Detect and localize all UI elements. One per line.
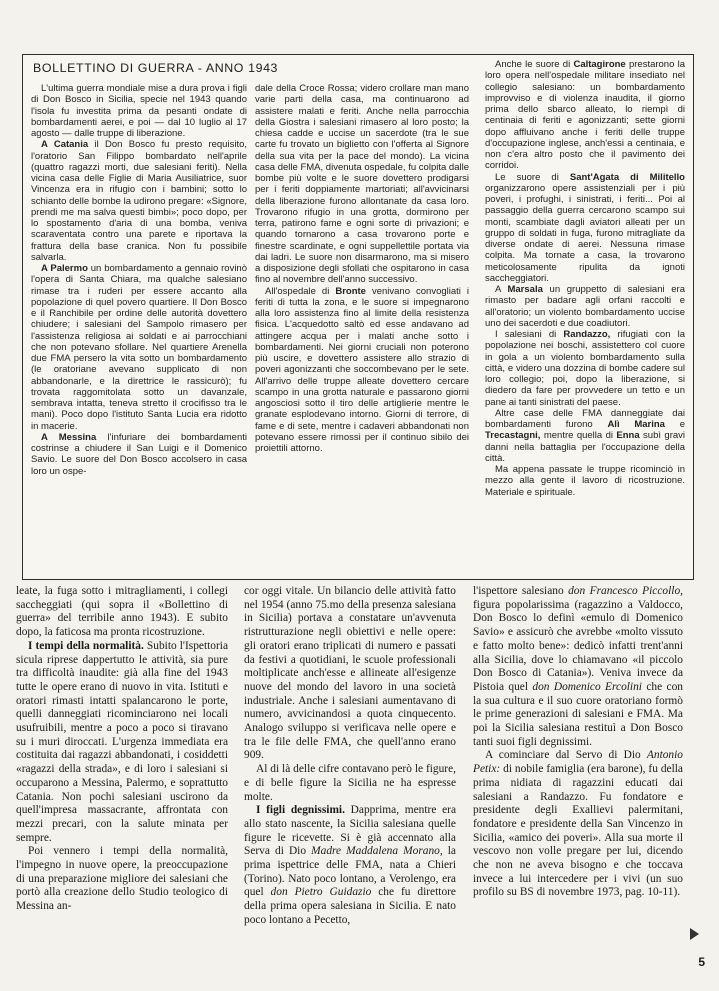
body-column-3 — [473, 585, 683, 900]
body-paragraph: I tempi della normalità. Subito l'Ispettoria sicula riprese dappertutto le attività, sia pure tra difficoltà inaudite: già alla fine del 1943 tutte le opere erano di nuovo in vita. Istituti e oratori rimasti intatti spalancarono le porte, quelli danneggiati ricominciarono nei locali usufruibili, mentre a poco a poco si tiravano su i muri diroccati. L'urgenza immediata era costituita dai ragazzi abbandonati, i cosiddetti «ragazzi della strada», e di loro i salesiani si occuparono a Messina, Palermo, e soprattutto Catania. Non pochi salesiani uscirono da quell'impresa massacrante, affrontata con mezzi precari, con la salute minata per sempre. — [16, 639, 228, 844]
body-paragraph: cor oggi vitale. Un bilancio delle attività fatto nel 1954 (anno 75.mo della presenza salesiana in Sicilia) portava a constatare un'avvenuta ristrutturazione negli obiettivi e nelle opere: gli oratori erano triplicati di numero e passati da festivi a quotidiani, le scuole professionali moltiplicate anch'esse e allineate all'esigenze nuove del mondo del lavoro in una società industriale. Anche i salesiani aumentavano di numero, avvicinandosi a quota cinquecento. Analogo sviluppo si verificava nelle opere e tra le file delle FMA, che quell'anno erano 909. — [244, 585, 456, 762]
box-paragraph: Le suore di Sant'Agata di Militello organizzarono opere assistenziali per i più poveri, i profughi, i sinistrati, i feriti... Poi al passaggio della guerra cercarono scampo sui monti, scambiate dagli aviatori alleati per un gruppo di soldati in fuga, furono mitragliate da diverse ondate di aerei. Nessuna rimase colpita. Ma tornate a casa, la trovarono meticolosamente ripulita da ignoti saccheggiatori. — [485, 171, 685, 284]
box-column-2 — [255, 83, 469, 454]
box-title: BOLLETTINO DI GUERRA - ANNO 1943 — [33, 61, 279, 75]
box-paragraph: A Messina l'infuriare dei bombardamenti costrinse a chiudere il San Luigi e il Domenico Savio. Le suore del Don Bosco accolsero in casa loro un ospe- — [31, 431, 247, 477]
box-paragraph: Altre case delle FMA danneggiate dai bombardamenti furono Alì Marina e Trecastagni, mentre quella di Enna subì gravi danni nella battaglia per l'occupazione della città. — [485, 407, 686, 464]
body-column-1 — [16, 585, 228, 914]
section-heading: I figli degnissimi. — [256, 804, 345, 817]
section-heading: I tempi della normalità. — [28, 639, 144, 652]
war-bulletin-box — [22, 54, 694, 580]
box-paragraph: Anche le suore di Caltagirone prestarono la loro opera nell'ospedale militare insediato nel collegio salesiano: un bombardamento improvviso e di violenza inaudita, il giorno prima dello sbarco alleato, lo riempì di centinaia di feriti e agonizzanti; sette giorni dopo affluivano anche i feriti delle truppe d'occupazione inglese, anch'essi a centinaia, e non c'era altro posto che il pavimento dei corridoi. — [485, 59, 686, 172]
box-paragraph: A Palermo un bombardamento a gennaio rovinò l'opera di Santa Chiara, ma qualche salesiano rimase tra i ruderi per essere accanto alla popolazione di quel povero quartiere. Il Don Bosco e il Ranchibile per ordine delle autorità dovettero chiudere; i salesiani del Sampolo rimasero per l'assistenza religiosa ai soldati e ai parrocchiani che non potevano sfollare. Nel quartiere Arenella due FMA persero la vita sotto un bombardamento (le oratoriane avevano supplicato di non abbandonarle, e la direttrice le rassicurò); fu trovata raggomitolata sotto un davanzale, sembrava intatta, teneva stretto il crocifisso tra le mani). Poco dopo l'istituto Santa Lucia era ridotto in macerie. — [31, 263, 248, 432]
continue-arrow-icon — [690, 928, 699, 940]
box-column-3 — [485, 59, 685, 498]
box-paragraph: A Marsala un gruppetto di salesiani era rimasto per badare agli orfani raccolti e all'oratorio; un violento bombardamento uccise uno dei sacerdoti e due coadiutori. — [485, 284, 686, 329]
body-paragraph: A cominciare dal Servo di Dio Antonio Petix: di nobile famiglia (era barone), fu della prima nidiata di ragazzini educati dai salesiani a Randazzo. Fu fondatore e presidente degli Exallievi palermitani, fondatore e presidente della San Vincenzo in Sicilia, «amico dei poveri». Alla sua morte il vescovo non volle pregare per lui, dicendo che non ne aveva bisogno e che toccava invece a lui intercedere per i vivi (un suo profilo su BS di novembre 1973, pag. 10-11). — [473, 749, 683, 899]
body-paragraph: I figli degnissimi. Dapprima, mentre era allo stato nascente, la Sicilia salesiana quelle figure le ricevette. Si è già accennato alla Serva di Dio Madre Maddalena Morano, la prima ispettrice delle FMA, nata a Chieri (Torino). Nato poco lontano, a Verolengo, era quel don Pietro Guidazio che fu direttore della prima opera salesiana in Sicilia. E nato poco lontano a Pecetto, — [244, 804, 456, 926]
body-paragraph: l'ispettore salesiano don Francesco Piccollo, figura popolarissima (ragazzino a Valdocco, Don Bosco lo definì «emulo di Domenico Savio» e assicurò che avrebbe «molto vissuto e fatto molto bene»: dedicò infatti trent'anni alla Sicilia, dove lo chiamavano «il piccolo Don Bosco di Catania»). Veniva invece da Pistoia quel don Domenico Ercolini che con la sua cultura e il suo cuore oratoriano formò le prime generazioni di salesiani e FMA. Ma poi la Sicilia salesiana restituì a Don Bosco tanti suoi figli degnissimi. — [473, 585, 683, 748]
box-paragraph: I salesiani di Randazzo, rifugiati con la popolazione nei boschi, assistettero col cuore in gola a un violento bombardamento sulla città, e videro una dozzina di bombe cadere sul loro collegio; poi, dopo la liberazione, si diedero da fare per provvedere un tetto e un pane ai tanti sinistrati del paese. — [485, 329, 685, 408]
box-paragraph: dale della Croce Rossa; videro crollare man mano varie parti della casa, ma continuarono ad assistere malati e feriti. Anche nella parrocchia della Giostra i salesiani rimasero al loro posto; la chiesa cadde e uccise un sacerdote (tra le sue carte fu trovato un biglietto con l'offerta al Signore della sua vita per la pace del mondo). La vicina casa delle FMA, divenuta ospedale, fu colpita dalle bombe più volte e le suore dovettero prodigarsi per i feriti doppiamente martoriati; all'avvicinarsi della liberazione furono allontanate da casa loro. Trovarono rifugio in una grotta, dormirono per terra, patirono fame e ogni sorte di privazioni; e quando tornarono a casa trovarono porte e finestre scardinate, e ogni suppellettile portata via dai ladri. Le suore non disarmarono, ma si misero a disposizione degli sfollati che ospitarono in casa fino al novembre dell'anno successivo. — [255, 83, 469, 286]
body-paragraph: Al di là delle cifre contavano però le figure, e di belle figure la Sicilia ne ha espresse molte. — [244, 763, 456, 803]
body-column-2 — [244, 585, 456, 928]
body-paragraph: leate, la fuga sotto i mitragliamenti, i collegi saccheggiati (qui sopra il «Bollettino di guerra» del terribile anno 1943). E subito dopo, la faticosa ma pronta ricostruzione. — [16, 585, 228, 639]
box-paragraph: Ma appena passate le truppe ricominciò in mezzo alla gente il lavoro di ricostruzione. Materiale e spirituale. — [485, 464, 685, 498]
page-number: 5 — [698, 955, 705, 969]
body-paragraph: Poi vennero i tempi della normalità, l'impegno in nuove opere, la preoccupazione di una preparazione migliore dei salesiani che portò alla creazione dello Studio teologico di Messina an- — [16, 845, 228, 913]
box-column-1 — [31, 83, 247, 477]
box-paragraph: L'ultima guerra mondiale mise a dura prova i figli di Don Bosco in Sicilia, specie nel 1943 quando l'isola fu investita prima da pesanti ondate di bombardamenti aerei, e poi — dal 10 luglio al 17 agosto — dalle truppe di liberazione. — [31, 83, 247, 139]
box-paragraph: All'ospedale di Bronte venivano convogliati i feriti di tutta la zona, e le suore si impegnarono alla loro assistenza fino al limite della resistenza fisica. L'acquedotto saltò ed esse andavano ad attingere acqua per i malati anche sotto i bombardamenti. Nei giorni cruciali non poterono più uscire, e dovettero assistere allo strazio di poveri agonizzanti che soccombevano per le sete. All'arrivo delle truppe alleate dovettero cercare scampo in una grotta naturale e passarono giorni angosciosi sotto il tiro delle artiglierie mentre le granate esplodevano intorno. Giorni di terrore, di fame e di sete, mentre i cadaveri abbandonati non potevano essere rimossi per il continuo sibilo dei proiettili attorno. — [255, 285, 470, 454]
box-paragraph: A Catania il Don Bosco fu presto requisito, l'oratorio San Filippo bombardato nell'aprile (quattro ragazzi morti, due salesiani feriti). Nella vicina casa delle Figlie di Maria Ausiliatrice, suor Vincenza era in rifugio con i bambini; sotto lo schianto delle bombe la udirono pregare: «Signore, prendi me ma salva questi bimbi»; poco dopo, per lo spostamento d'aria di una bomba, veniva scaraventata contro una parete e riportava la frattura della base cranica. Non fu possibile salvarla. — [31, 139, 248, 263]
